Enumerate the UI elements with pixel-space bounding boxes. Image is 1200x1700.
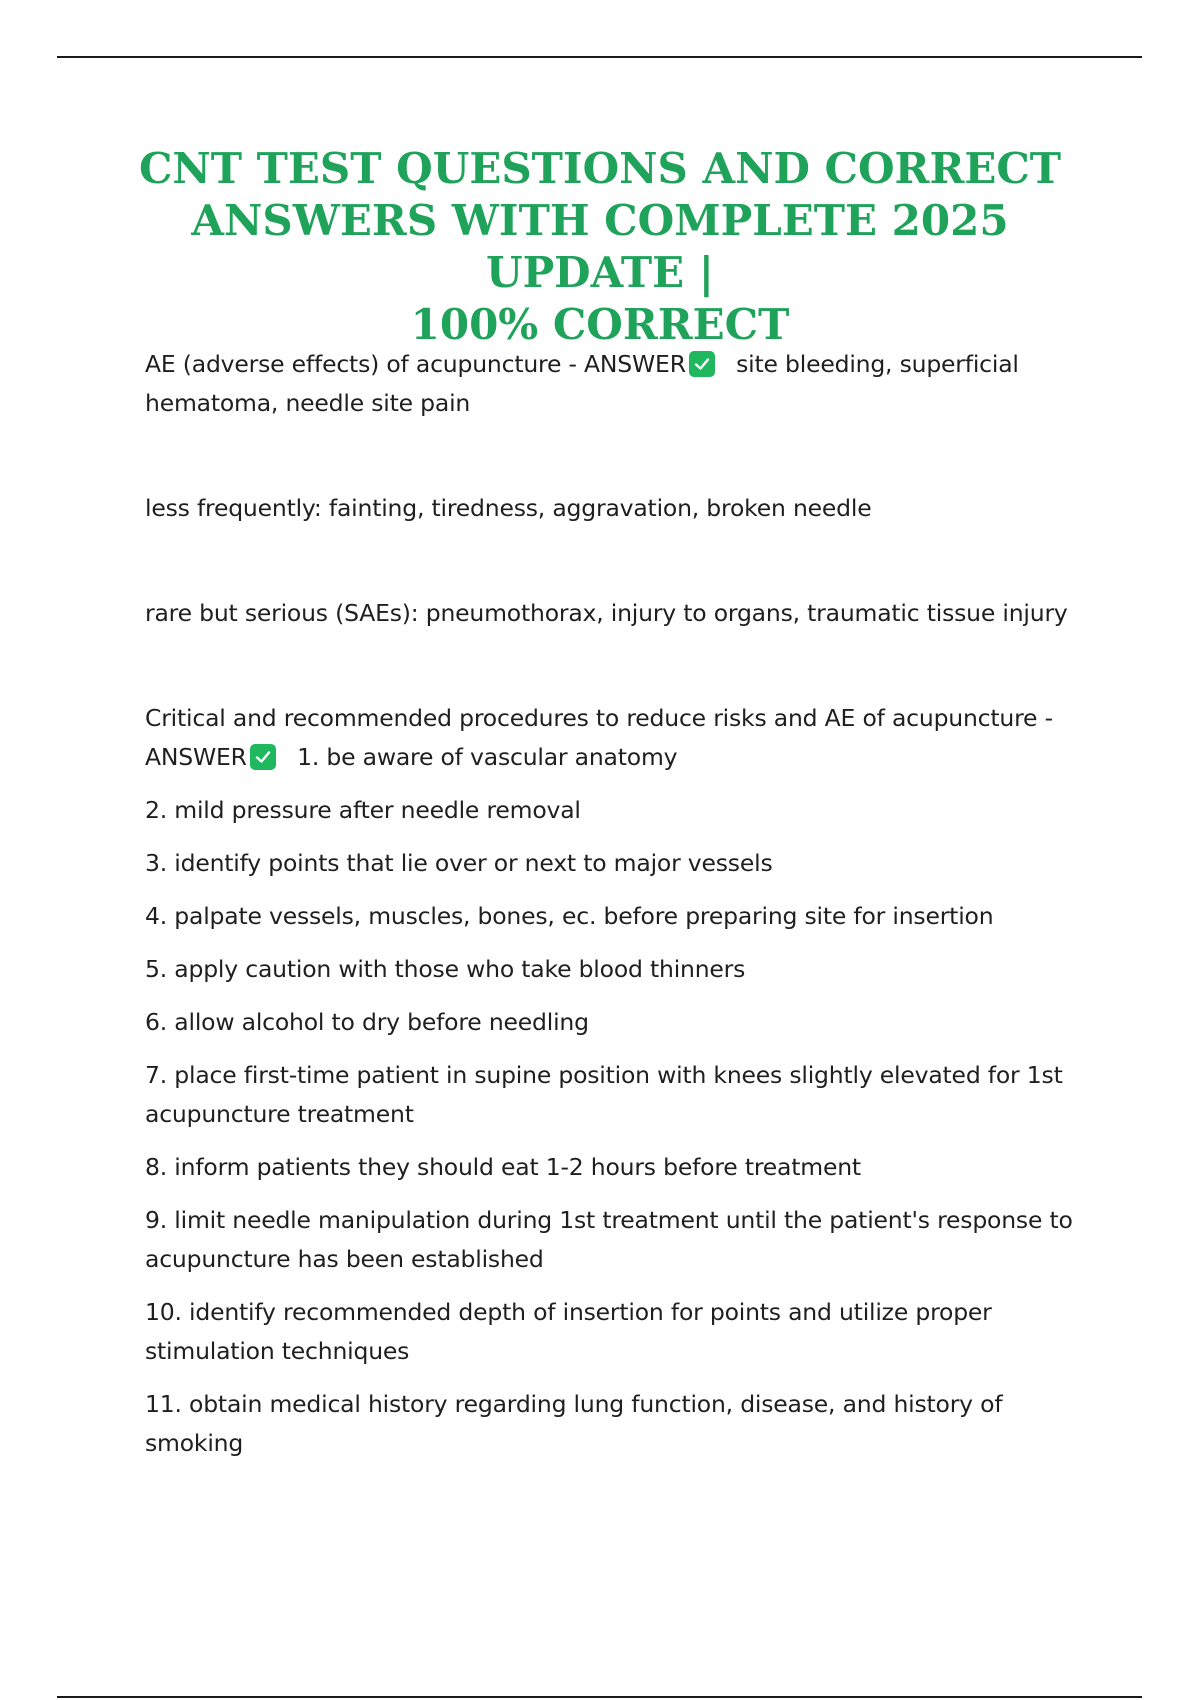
list-item: 10. identify recommended depth of insertion for points and utilize proper stimulation techniques <box>145 1298 992 1365</box>
document-body <box>145 345 1095 1463</box>
title-line: 100% CORRECT <box>410 300 790 349</box>
document-title <box>100 143 1100 351</box>
qa-entry-1 <box>145 345 1095 423</box>
title-line: CNT TEST QUESTIONS AND CORRECT <box>138 144 1062 193</box>
check-mark-icon <box>689 351 715 377</box>
list-item: 6. allow alcohol to dry before needling <box>145 1008 589 1036</box>
top-rule <box>57 56 1142 58</box>
qa-entry-2 <box>145 699 1095 777</box>
answer-paragraph: less frequently: fainting, tiredness, aggravation, broken needle <box>145 494 872 522</box>
title-line: ANSWERS WITH COMPLETE 2025 UPDATE | <box>191 196 1009 297</box>
list-item: 5. apply caution with those who take blood thinners <box>145 955 746 983</box>
list-item: 2. mild pressure after needle removal <box>145 796 581 824</box>
list-item: 7. place first-time patient in supine position with knees slightly elevated for 1st acupuncture treatment <box>145 1061 1063 1128</box>
answer-text: 1. be aware of vascular anatomy <box>297 743 678 771</box>
list-item: 11. obtain medical history regarding lung function, disease, and history of smoking <box>145 1390 1003 1457</box>
answer-text: site bleeding, superficial hematoma, needle site pain <box>145 350 1019 417</box>
question-text: Critical and recommended procedures to reduce risks and AE of acupuncture - ANSWER <box>145 704 1053 771</box>
list-item: 9. limit needle manipulation during 1st treatment until the patient's response to acupuncture has been established <box>145 1206 1073 1273</box>
bottom-rule <box>57 1696 1142 1698</box>
list-item: 3. identify points that lie over or next to major vessels <box>145 849 773 877</box>
list-item: 4. palpate vessels, muscles, bones, ec. before preparing site for insertion <box>145 902 994 930</box>
list-item: 8. inform patients they should eat 1-2 hours before treatment <box>145 1153 861 1181</box>
check-mark-icon <box>250 744 276 770</box>
question-text: AE (adverse effects) of acupuncture - ANSWER <box>145 350 686 378</box>
answer-paragraph: rare but serious (SAEs): pneumothorax, injury to organs, traumatic tissue injury <box>145 599 1068 627</box>
